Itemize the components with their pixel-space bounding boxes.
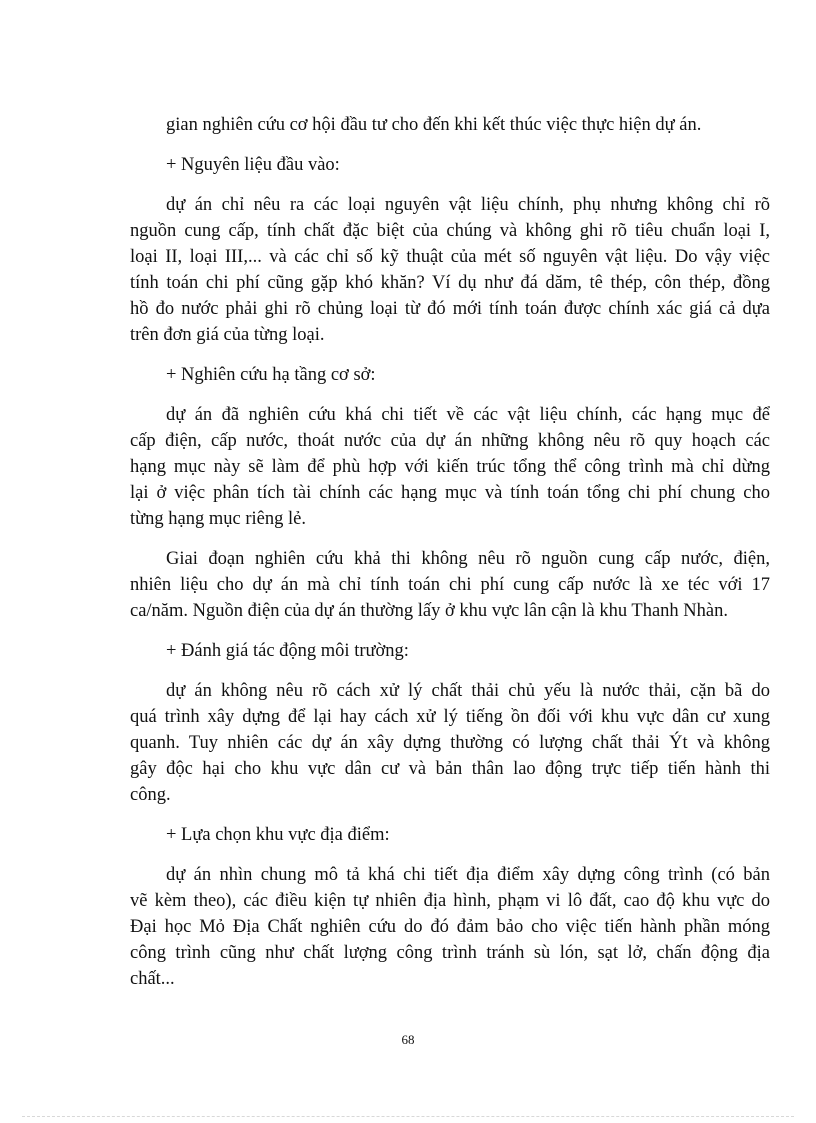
paragraph-line: công. xyxy=(130,785,171,805)
section-heading: + Lựa chọn khu vực địa điểm: xyxy=(166,825,390,845)
paragraph-line: dự án đã nghiên cứu khá chi tiết về các vật liệu chính, các hạng mục để xyxy=(166,405,770,425)
paragraph-line: lại ở việc phân tích tài chính các hạng mục và tính toán tổng chi phí chung cho xyxy=(130,483,770,503)
paragraph xyxy=(130,192,770,348)
paragraph-line: quanh. Tuy nhiên các dự án xây dựng thường có lượng chất thải Ýt và không xyxy=(130,733,770,753)
paragraph-line: dự án không nêu rõ cách xử lý chất thải chủ yếu là nước thải, cặn bã do xyxy=(166,681,770,701)
paragraph-line: công trình cũng như chất lượng công trình tránh sù lón, sạt lở, chấn động địa xyxy=(130,943,770,963)
paragraph-line: Giai đoạn nghiên cứu khả thi không nêu rõ nguồn cung cấp nước, điện, xyxy=(166,549,770,569)
paragraph-line: ca/năm. Nguồn điện của dự án thường lấy ở khu vực lân cận là khu Thanh Nhàn. xyxy=(130,601,728,621)
paragraph-line: dự án nhìn chung mô tả khá chi tiết địa điểm xây dựng công trình (có bản xyxy=(166,865,770,885)
paragraph-line: hạng mục này sẽ làm để phù hợp với kiến trúc tổng thể công trình mà chỉ dừng xyxy=(130,457,770,477)
page-body xyxy=(130,112,770,1006)
paragraph xyxy=(130,112,770,138)
section-heading: + Nghiên cứu hạ tầng cơ sở: xyxy=(166,365,376,385)
paragraph-line: từng hạng mục riêng lẻ. xyxy=(130,509,306,529)
paragraph-line: quá trình xây dựng để lại hay cách xử lý tiếng ồn đối với khu vực dân cư xung xyxy=(130,707,770,727)
paragraph-line: dự án chỉ nêu ra các loại nguyên vật liệu chính, phụ nhưng không chỉ rõ xyxy=(166,195,770,215)
paragraph-line: nguồn cung cấp, tính chất đặc biệt của chúng và không ghi rõ tiêu chuẩn loại I, xyxy=(130,221,770,241)
paragraph-line: tính toán chi phí cũng gặp khó khăn? Ví dụ như đá dăm, tê thép, côn thép, đồng xyxy=(130,273,770,293)
paragraph-line: hồ đo nước phải ghi rõ chủng loại từ đó mới tính toán được chính xác giá cả dựa xyxy=(130,299,770,319)
paragraph xyxy=(130,678,770,808)
paragraph-line: Đại học Mỏ Địa Chất nghiên cứu do đó đảm bảo cho việc tiến hành phần móng xyxy=(130,917,770,937)
paragraph-line: gây độc hại cho khu vực dân cư và bản thân lao động trực tiếp tiến hành thi xyxy=(130,759,770,779)
paragraph-line: gian nghiên cứu cơ hội đầu tư cho đến khi kết thúc việc thực hiện dự án. xyxy=(166,115,702,135)
paragraph-line: trên đơn giá của từng loại. xyxy=(130,325,325,345)
paragraph-line: chất... xyxy=(130,969,175,989)
paragraph xyxy=(130,402,770,532)
page-number: 68 xyxy=(401,1032,415,1047)
paragraph-line: vẽ kèm theo), các điều kiện tự nhiên địa hình, phạm vi lô đất, cao độ khu vực do xyxy=(130,891,770,911)
section-heading: + Đánh giá tác động môi trường: xyxy=(166,641,409,661)
paragraph-line: loại II, loại III,... và các chỉ số kỹ thuật của mét số nguyên vật liệu. Do vậy việc xyxy=(130,247,770,267)
paragraph xyxy=(130,546,770,624)
paragraph-line: cấp điện, cấp nước, thoát nước của dự án những không nêu rõ quy hoạch các xyxy=(130,431,770,451)
paragraph xyxy=(130,862,770,992)
paragraph-line: nhiên liệu cho dự án mà chỉ tính toán chi phí cung cấp nước là xe téc với 17 xyxy=(130,575,770,595)
page-bottom-divider xyxy=(22,1116,794,1117)
section-heading: + Nguyên liệu đầu vào: xyxy=(166,155,340,175)
